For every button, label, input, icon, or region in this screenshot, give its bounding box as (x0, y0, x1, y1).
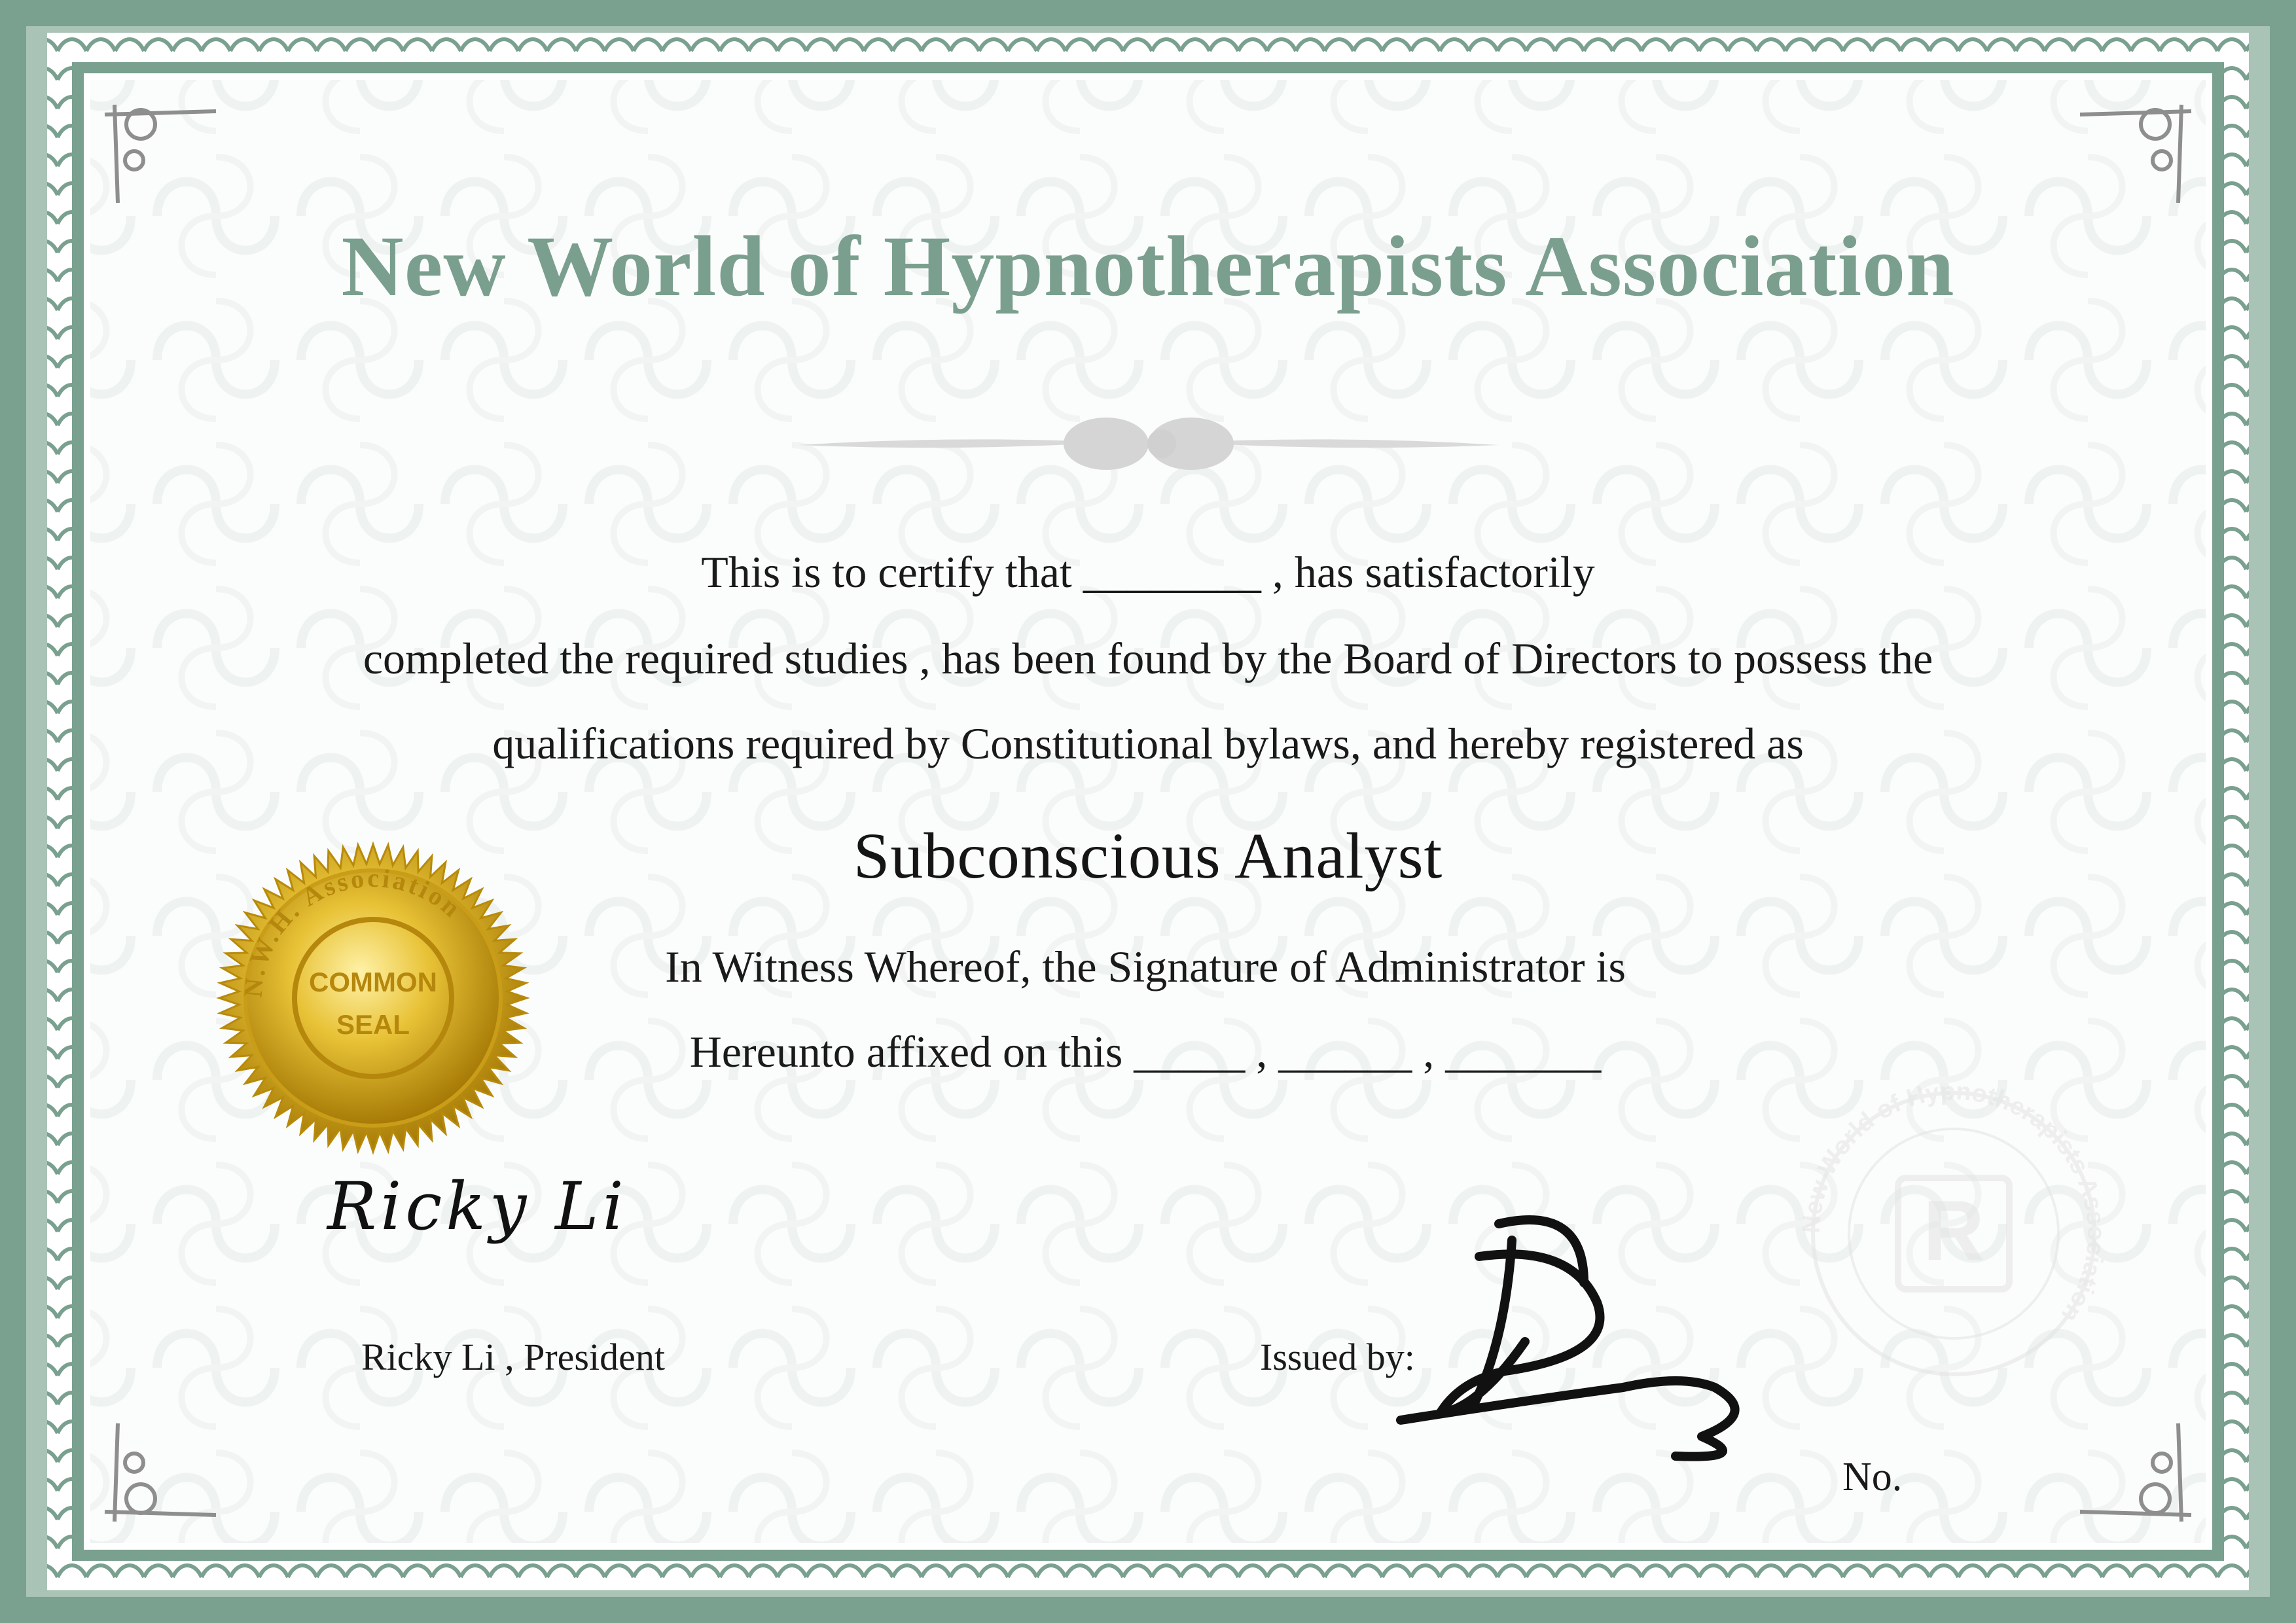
president-caption: Ricky Li , President (361, 1336, 665, 1378)
president-signature: Ricky Li (327, 1168, 628, 1245)
certify-line-1: This is to certify that ________ , has satisfactorily (701, 547, 1595, 597)
degree-title: Subconscious Analyst (853, 819, 1443, 892)
svg-text:N.W.H. Association: N.W.H. Association (238, 863, 469, 999)
certify-line-3: qualifications required by Constitutional bylaws, and hereby registered as (492, 719, 1804, 768)
witness-line-2: Hereunto affixed on this _____ , ______ , _______ (689, 1027, 1602, 1077)
svg-text:COMMON: COMMON (309, 967, 437, 997)
certify-line-2: completed the required studies , has been found by the Board of Directors to possess the (363, 633, 1933, 683)
issued-by-label: Issued by: (1260, 1336, 1415, 1378)
certificate-title: New World of Hypnotherapists Association (341, 218, 1955, 314)
svg-text:SEAL: SEAL (336, 1009, 410, 1040)
certificate-number-label: No. (1842, 1455, 1903, 1499)
svg-text:R: R (1923, 1183, 1984, 1278)
svg-text:New World of Hypnotherapists A: New World of Hypnotherapists Association (1797, 1077, 2110, 1327)
witness-line-1: In Witness Whereof, the Signature of Administrator is (665, 942, 1626, 991)
